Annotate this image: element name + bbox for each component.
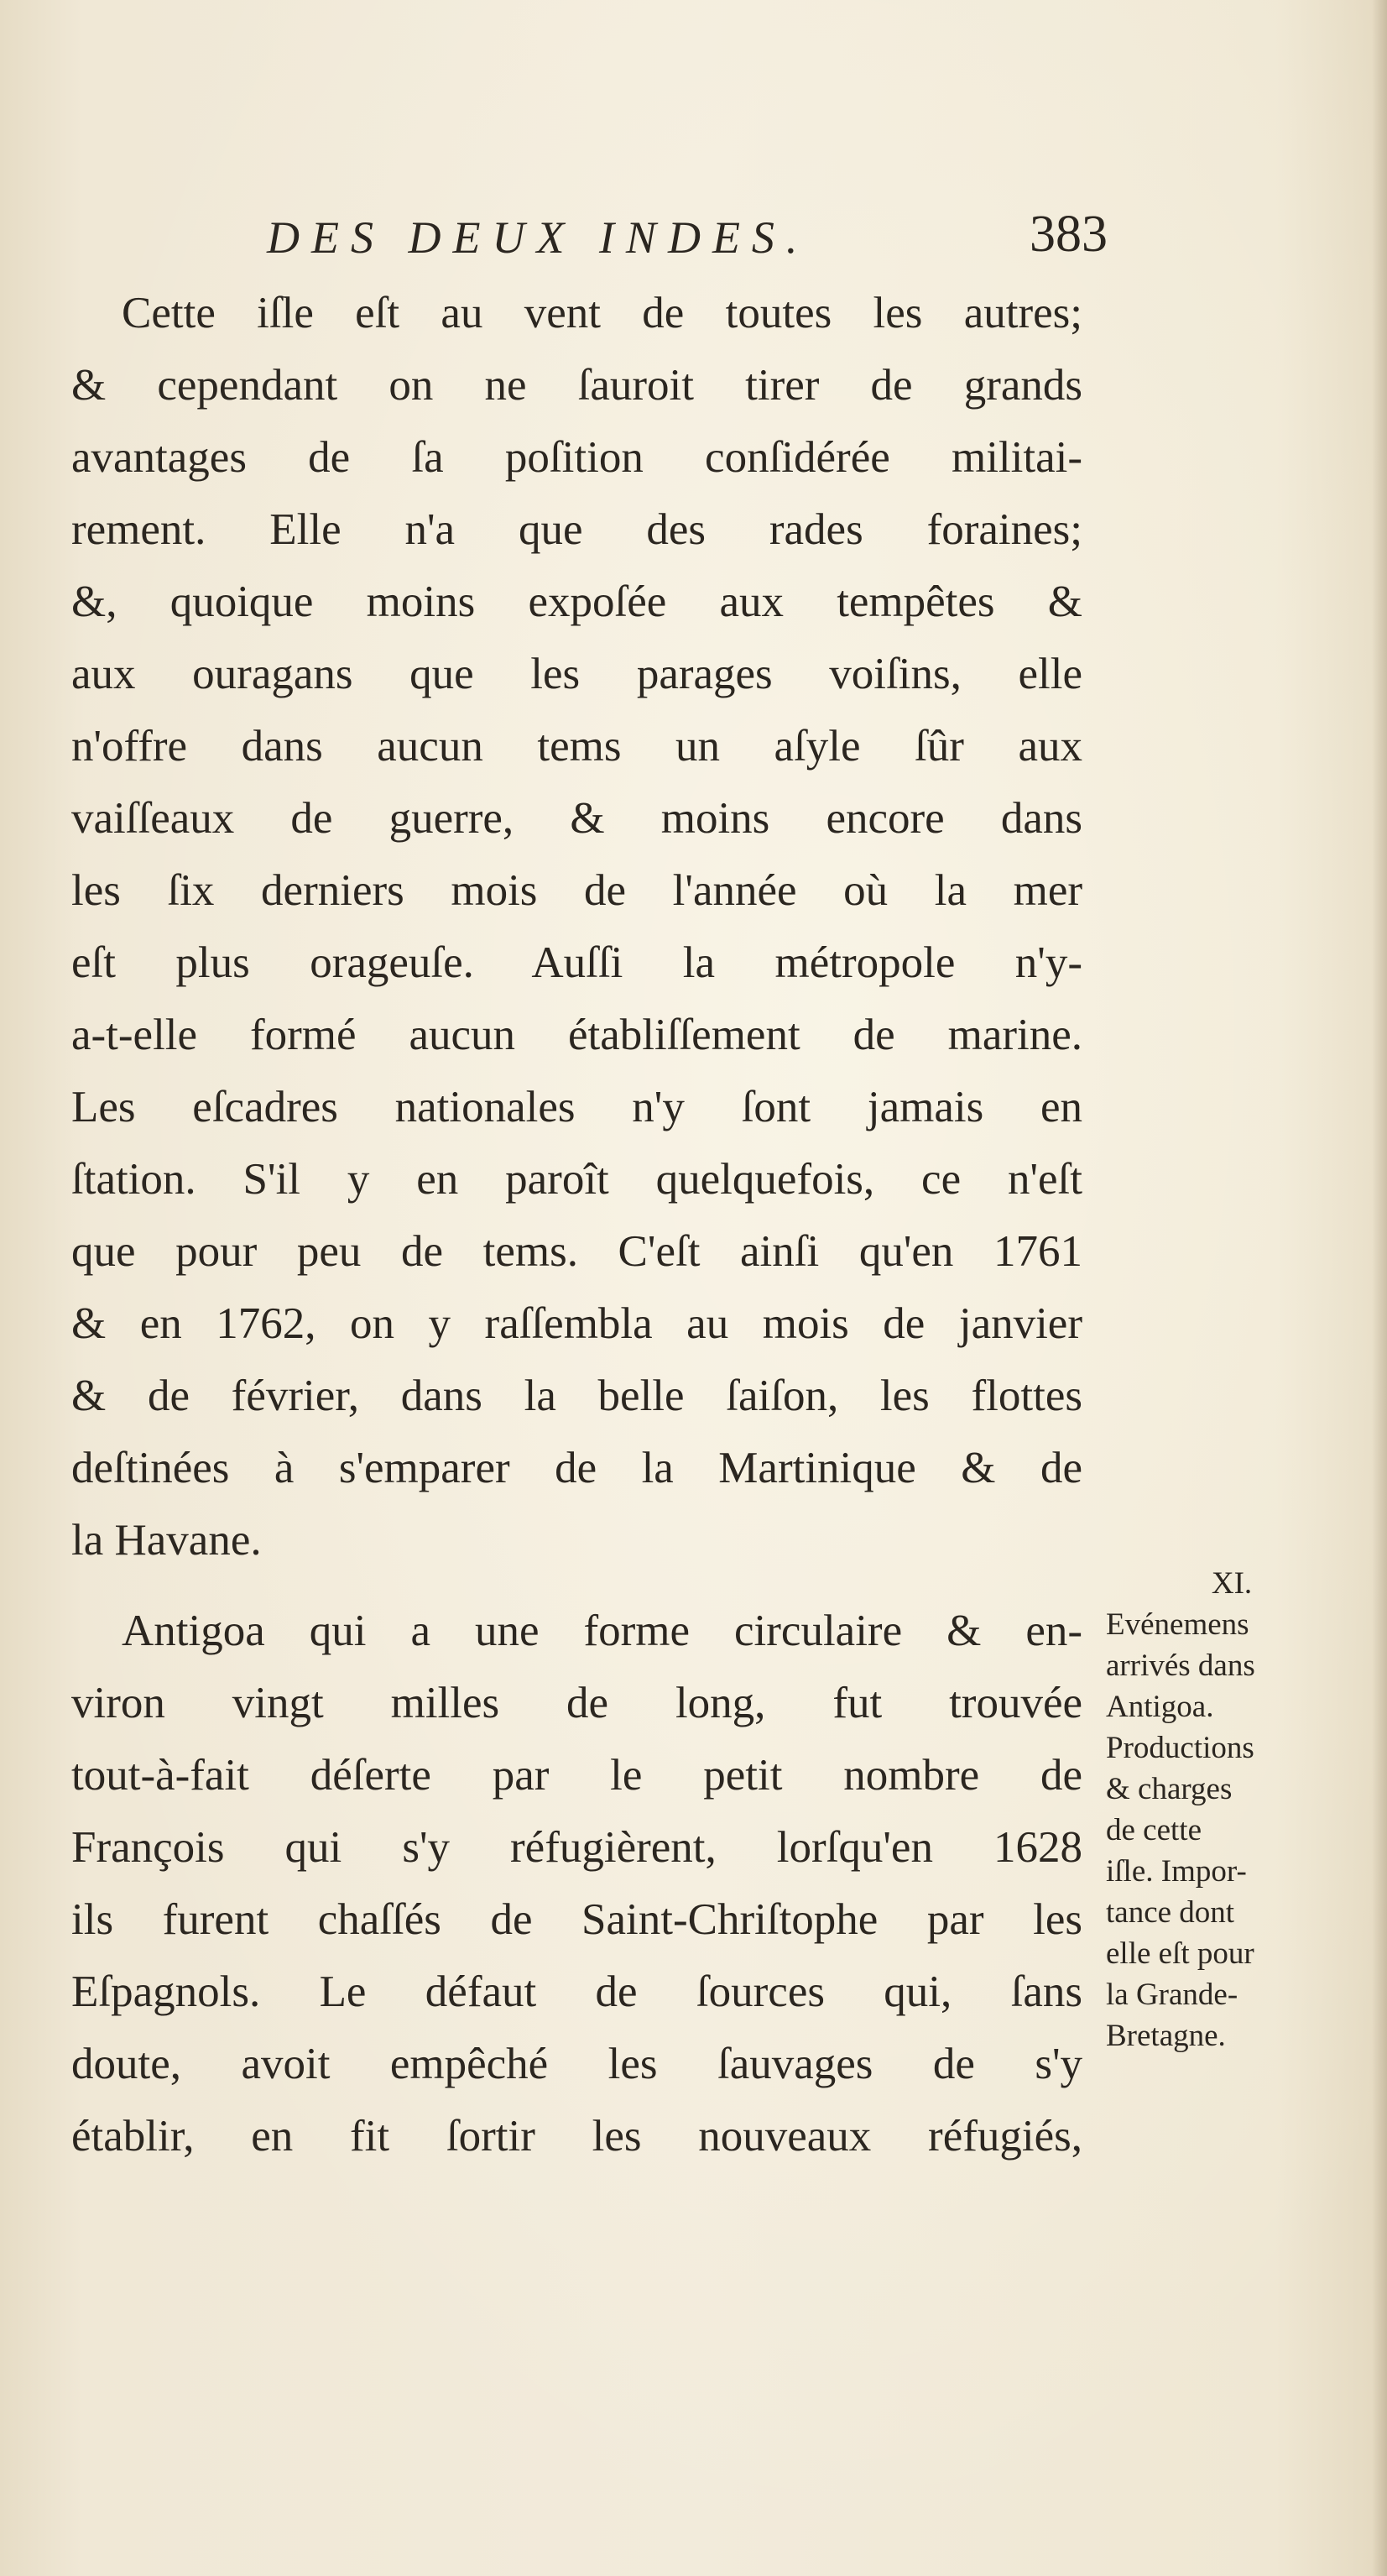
text-line: Les eſcadres nationales n'y ſont jamais en <box>71 1083 1082 1131</box>
margin-note-line: la Grande- <box>1106 1978 1238 2012</box>
text-line: les ſix derniers mois de l'année où la mer <box>71 866 1082 915</box>
paragraph-1 <box>71 277 1082 1576</box>
text-line: &, quoique moins expoſée aux tempêtes & <box>71 577 1082 626</box>
text-line: a-t-elle formé aucun établiſſement de marine. <box>71 1011 1082 1059</box>
text-line: Eſpagnols. Le défaut de ſources qui, ſans <box>71 1967 1082 2016</box>
page-edge-shadow <box>1372 0 1387 2576</box>
margin-note-line: iſle. Impor- <box>1106 1854 1247 1889</box>
text-line: la Havane. <box>71 1516 262 1565</box>
text-line: rement. Elle n'a que des rades foraines; <box>71 505 1082 554</box>
margin-note-line: Evénemens <box>1106 1607 1249 1642</box>
margin-note-line: Antigoa. <box>1106 1690 1214 1724</box>
margin-note-line: de cette <box>1106 1813 1202 1847</box>
margin-note-line: arrivés dans <box>1106 1649 1255 1683</box>
text-line: avantages de ſa poſition conſidérée militai- <box>71 433 1082 482</box>
text-line: viron vingt milles de long, fut trouvée <box>71 1679 1082 1727</box>
margin-note-line: & charges <box>1106 1772 1233 1806</box>
text-line: n'offre dans aucun tems un aſyle ſûr aux <box>71 722 1082 771</box>
paragraph-2 <box>71 1595 1082 2172</box>
running-head: DES DEUX INDES. <box>267 212 810 263</box>
margin-note-line: elle eſt pour <box>1106 1936 1254 1971</box>
page-number: 383 <box>1030 206 1108 263</box>
text-line: que pour peu de tems. C'eſt ainſi qu'en 1761 <box>71 1227 1082 1276</box>
text-line: & en 1762, on y raſſembla au mois de janvier <box>71 1299 1082 1348</box>
text-line: ſtation. S'il y en paroît quelquefois, ce n'eſt <box>71 1155 1082 1204</box>
text-line: Cette iſle eſt au vent de toutes les autres; <box>122 289 1082 337</box>
text-line: doute, avoit empêché les ſauvages de s'y <box>71 2040 1082 2088</box>
text-line: & de février, dans la belle ſaiſon, les flottes <box>71 1372 1082 1420</box>
text-line: Antigoa qui a une forme circulaire & en- <box>122 1607 1082 1655</box>
paragraph-gap <box>71 1576 1082 1595</box>
text-line: établir, en fit ſortir les nouveaux réfugiés, <box>71 2112 1082 2161</box>
text-line: ils furent chaſſés de Saint-Chriſtophe par les <box>71 1895 1082 1944</box>
text-line: & cependant on ne ſauroit tirer de grands <box>71 361 1082 410</box>
text-line: tout-à-fait déſerte par le petit nombre de <box>71 1751 1082 1800</box>
margin-note-line: XI. <box>1211 1566 1253 1601</box>
margin-note-line: tance dont <box>1106 1895 1235 1930</box>
text-line: François qui s'y réfugièrent, lorſqu'en 1628 <box>71 1823 1082 1872</box>
text-line: eſt plus orageuſe. Auſſi la métropole n'y- <box>71 938 1082 987</box>
page-header <box>252 200 1108 275</box>
marginal-note <box>1106 1563 1358 2056</box>
text-line: aux ouragans que les parages voiſins, elle <box>71 650 1082 698</box>
margin-note-line: Productions <box>1106 1731 1254 1765</box>
body-text <box>71 277 1082 2172</box>
text-line: vaiſſeaux de guerre, & moins encore dans <box>71 794 1082 843</box>
margin-note-line: Bretagne. <box>1106 2019 1226 2053</box>
text-line: deſtinées à s'emparer de la Martinique & de <box>71 1444 1082 1492</box>
